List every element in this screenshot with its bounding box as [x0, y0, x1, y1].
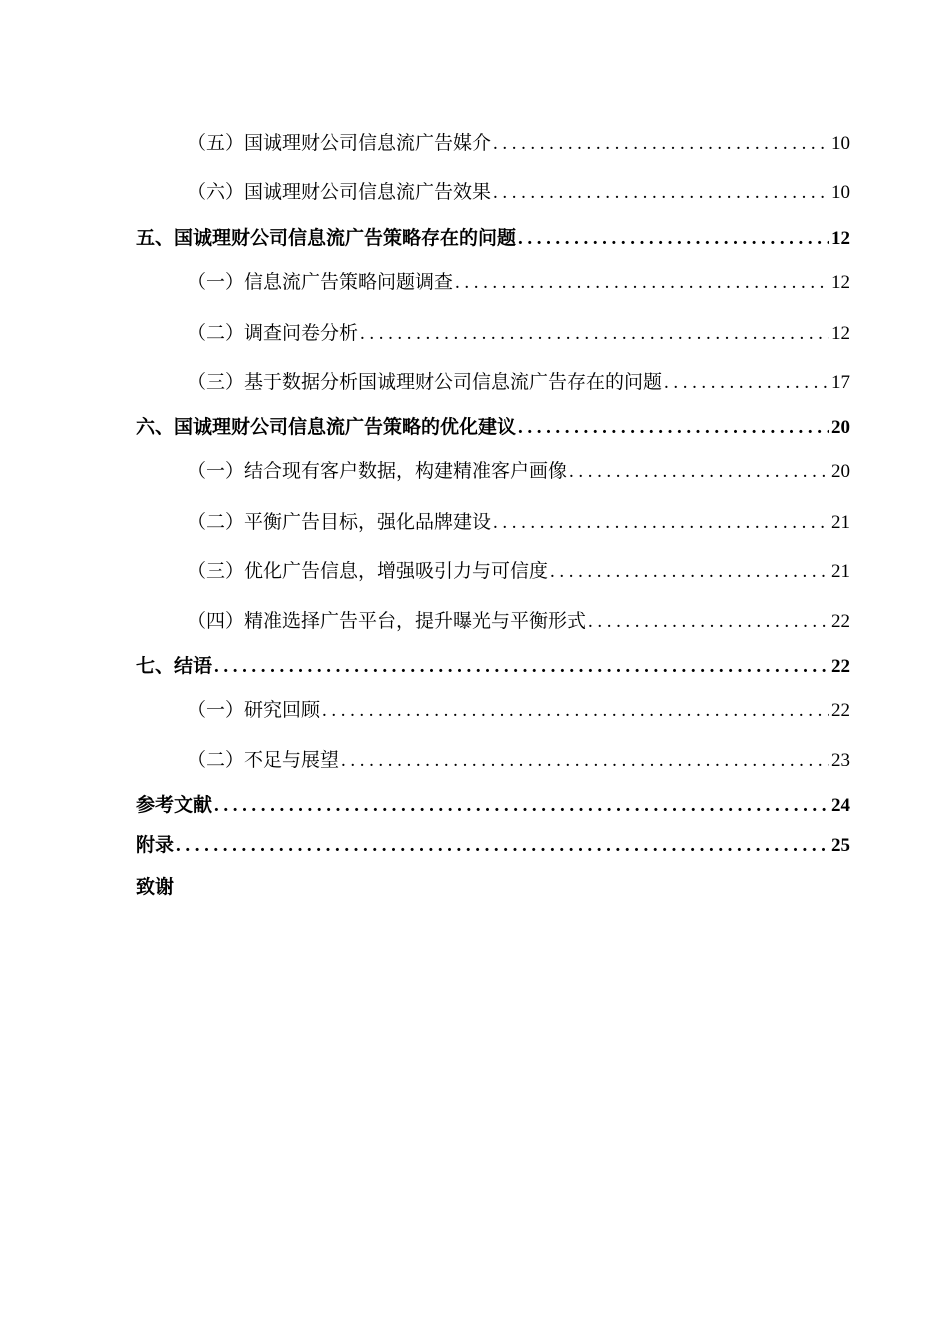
toc-entry-page: 22	[831, 700, 850, 721]
toc-chapter-page: 22	[831, 656, 850, 677]
toc-chapter-page: 12	[831, 228, 850, 249]
dot-leader	[518, 417, 829, 439]
dot-leader	[493, 512, 829, 534]
toc-entry[interactable]	[187, 456, 850, 483]
toc-entry-page: 10	[831, 182, 850, 203]
toc-entry-title: （二）平衡广告目标，强化品牌建设	[187, 512, 492, 533]
dot-leader	[550, 561, 829, 583]
dot-leader	[360, 323, 829, 345]
toc-entry-title: （三）基于数据分析国诚理财公司信息流广告存在的问题	[187, 372, 663, 393]
dot-leader	[493, 133, 829, 155]
toc-entry-page: 23	[831, 750, 850, 771]
toc-chapter-title: 六、国诚理财公司信息流广告策略的优化建议	[136, 417, 517, 438]
dot-leader	[322, 700, 829, 722]
toc-entry-page: 10	[831, 133, 850, 154]
toc-entry[interactable]	[187, 177, 850, 204]
toc-entry-page: 22	[831, 611, 850, 632]
dot-leader	[493, 182, 829, 204]
toc-entry-title: （三）优化广告信息，增强吸引力与可信度	[187, 561, 549, 582]
toc-chapter-title: 七、结语	[136, 656, 213, 677]
toc-entry[interactable]	[187, 606, 850, 633]
toc-chapter-title: 致谢	[136, 877, 175, 898]
toc-chapter[interactable]	[136, 830, 850, 857]
dot-leader	[518, 228, 829, 250]
toc-entry-page: 21	[831, 561, 850, 582]
dot-leader	[455, 272, 829, 294]
toc-chapter[interactable]	[136, 223, 850, 250]
toc-entry-page: 17	[831, 372, 850, 393]
toc-entry-title: （二）调查问卷分析	[187, 323, 359, 344]
toc-entry[interactable]	[187, 128, 850, 155]
toc-entry-title: （一）结合现有客户数据，构建精准客户画像	[187, 461, 568, 482]
dot-leader	[341, 750, 829, 772]
toc-chapter[interactable]	[136, 872, 850, 899]
dot-leader	[588, 611, 829, 633]
toc-entry-title: （四）精准选择广告平台，提升曝光与平衡形式	[187, 611, 587, 632]
toc-entry[interactable]	[187, 267, 850, 294]
toc-entry[interactable]	[187, 318, 850, 345]
toc-chapter[interactable]	[136, 412, 850, 439]
toc-entry[interactable]	[187, 556, 850, 583]
toc-entry-title: （六）国诚理财公司信息流广告效果	[187, 182, 492, 203]
toc-chapter-page: 24	[831, 795, 850, 816]
toc-entry-title: （一）研究回顾	[187, 700, 321, 721]
toc-chapter-title: 参考文献	[136, 795, 213, 816]
toc-chapter-page: 25	[831, 835, 850, 856]
dot-leader	[569, 461, 829, 483]
toc-chapter-page: 20	[831, 417, 850, 438]
toc-entry[interactable]	[187, 507, 850, 534]
toc-entry[interactable]	[187, 367, 850, 394]
toc-entry-page: 12	[831, 272, 850, 293]
toc-entry-page: 12	[831, 323, 850, 344]
dot-leader	[214, 656, 829, 678]
toc-entry[interactable]	[187, 695, 850, 722]
toc-entry-page: 20	[831, 461, 850, 482]
dot-leader	[664, 372, 829, 394]
toc-entry[interactable]	[187, 745, 850, 772]
dot-leader	[176, 835, 829, 857]
dot-leader	[214, 795, 829, 817]
toc-chapter-title: 五、国诚理财公司信息流广告策略存在的问题	[136, 228, 517, 249]
toc-chapter-title: 附录	[136, 835, 175, 856]
toc-chapter[interactable]	[136, 651, 850, 678]
toc-chapter[interactable]	[136, 790, 850, 817]
toc-entry-title: （二）不足与展望	[187, 750, 340, 771]
toc-entry-title: （五）国诚理财公司信息流广告媒介	[187, 133, 492, 154]
toc-entry-title: （一）信息流广告策略问题调查	[187, 272, 454, 293]
toc-entry-page: 21	[831, 512, 850, 533]
